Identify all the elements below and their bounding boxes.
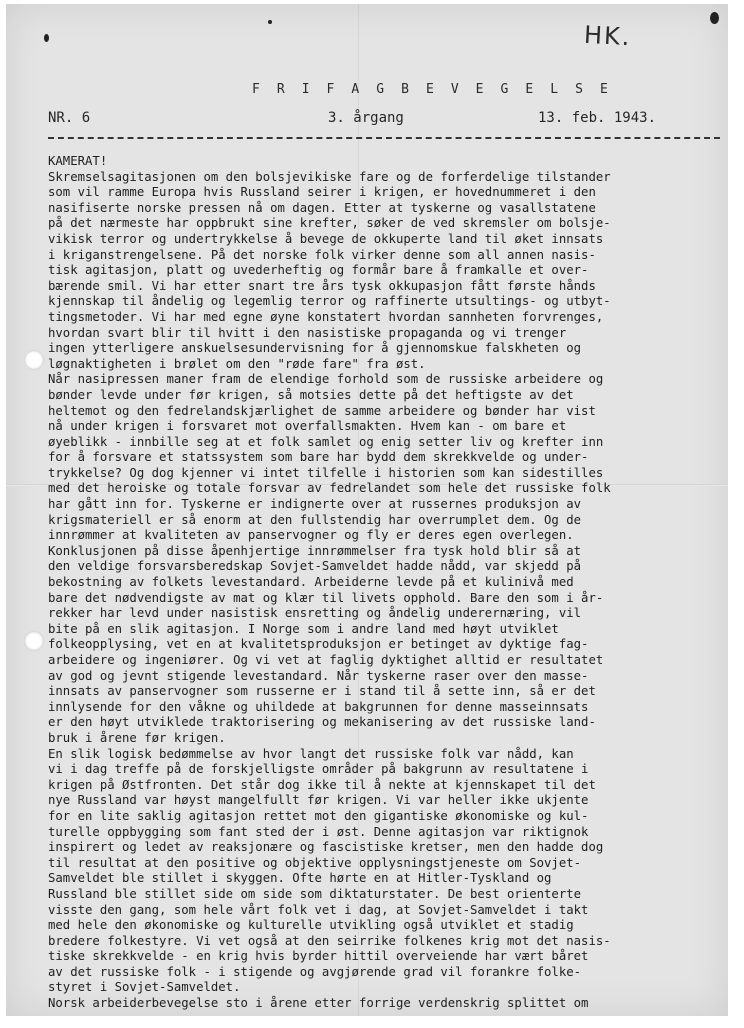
issue-date: 13. feb. 1943.	[538, 110, 657, 126]
body-line: trykkelse? Og dog kjenner vi intet tilfelle i historien som kan sidestilles	[48, 465, 604, 480]
header-divider	[48, 137, 720, 139]
body-line: Russland ble stillet side om side som diktaturstater. De best orienterte	[48, 886, 582, 901]
letter-body	[48, 154, 728, 1012]
punch-hole	[24, 350, 44, 370]
body-line: krigen på Østfronten. Det står dog ikke til å nekte at kjennskapet til det	[48, 777, 596, 792]
body-line: inspirert og ledet av reaksjonære og fascistiske kretser, men den hadde dog	[48, 840, 604, 855]
ink-speck	[268, 20, 272, 24]
body-line: innsats av panservogner som russerne er i stand til å sette inn, så er det	[48, 684, 596, 699]
body-line: vikisk terror og undertrykkelse å bevege de okkuperte land til øket innsats	[48, 231, 604, 246]
body-line: visste den gang, som hele vårt folk vet i dag, at Sovjet-Samveldet i takt	[48, 902, 589, 917]
body-line: nasifiserte norske pressen nå om dagen. Etter at tyskerne og vasallstatene	[48, 200, 596, 215]
body-line: Samveldet ble stillet i skyggen. Ofte hørte en at Hitler-Tyskland og	[48, 871, 552, 886]
body-line: i kriganstrengelsene. På det norske folk virker denne som all annen nasis-	[48, 247, 596, 262]
body-line: bønder levde under før krigen, så motsies dette på det heftigste av det	[48, 387, 574, 402]
handwritten-initials: HK.	[583, 20, 633, 52]
body-line: kjennskap til åndelig og legemlig terror og raffinerte utsultings- og utbyt-	[48, 294, 611, 309]
body-line: vi i dag treffe på de forskjelligste områder på bakgrunn av resultatene i	[48, 762, 589, 777]
ink-speck	[710, 12, 719, 24]
body-line: styret i Sovjet-Samveldet.	[48, 980, 241, 995]
body-line: av god og jevnt stigende levestandard. Når tyskerne raser over den masse-	[48, 668, 589, 683]
issue-number: NR. 6	[48, 110, 91, 126]
body-line: arbeidere og ingeniører. Og vi vet at faglig dyktighet alltid er resultatet	[48, 653, 604, 667]
body-line: tisk agitasjon, platt og uvederheftig og formår bare å framkalle et over-	[48, 263, 589, 278]
body-line: turelle oppbygging som fant sted der i øst. Denne agitasjon var riktignok	[48, 824, 589, 839]
body-line: bekostning av folkets levestandard. Arbeiderne levde på et kulinivå med	[48, 575, 574, 590]
body-line: øyeblikk - innbille seg at et folk samlet og enig setter liv og krefter inn	[48, 434, 604, 449]
body-line: med det heroiske og totale forsvar av fedrelandet som hele det russiske folk	[48, 481, 611, 496]
body-line: Skremselsagitasjonen om den bolsjevikiske fare og de forferdelige tilstander	[48, 169, 611, 184]
body-line: bare det nødvendigste av mat og klær til livets opphold. Bare den som i år-	[48, 590, 604, 605]
body-line: løgnaktigheten i brølet om den "røde fare" fra øst.	[48, 356, 426, 371]
body-line: bredere folkestyre. Vi vet også at den seirrike folkenes krig mot det nasis-	[48, 933, 611, 948]
body-line: av det russiske folk - i stigende og avgjørende grad vil forankre folke-	[48, 964, 582, 979]
body-line: som vil ramme Europa hvis Russland seirer i krigen, er hovednummeret i den	[48, 185, 596, 200]
body-line: på det nærmeste har oppbrukt sine krefter, søker de ved skremsler om bolsje-	[48, 216, 611, 231]
body-line: hvordan svart blir til hvitt i den nasistiske propaganda og vi trenger	[48, 325, 567, 340]
body-line: bærende smil. Vi har etter snart tre års tysk okkupasjon fått første hånds	[48, 278, 596, 293]
punch-hole	[24, 631, 44, 651]
body-line: den veldige forsvarsberedskap Sovjet-Samveldet hadde nådd, var skjedd på	[48, 559, 582, 574]
body-line: nye Russland var høyst mangelfullt før krigen. Vi var heller ikke ukjente	[48, 793, 589, 808]
body-line: for en lite saklig agitasjon rettet mot den gigantiske økonomiske og kul-	[48, 808, 589, 823]
body-line: for å forsvare et statssystem som bare har bydd dem skrekkvelde og under-	[48, 450, 589, 465]
body-line: Norsk arbeiderbevegelse sto i årene etter forrige verdenskrig splittet om	[48, 996, 589, 1011]
ink-speck	[44, 34, 49, 42]
body-line: tiske skrekkvelde - en krig hvis byrder hittil overveiende har vært båret	[48, 949, 589, 964]
volume-year: 3. årgang	[328, 110, 404, 126]
body-line: rekker har levd under nasistisk ensretting og åndelig underernæring, vil	[48, 606, 582, 621]
body-line: med hele den økonomiske og kulturelle utvikling også utviklet et stadig	[48, 918, 574, 933]
body-line: Konklusjonen på disse åpenhjertige innrømmelser fra tysk hold blir så at	[48, 543, 582, 558]
body-line: innrømmer at kvaliteten av panservogner og fly er deres egen overlegen.	[48, 528, 574, 543]
body-line: tingsmetoder. Vi har med egne øyne konstatert hvordan sannheten forvrenges,	[48, 309, 604, 324]
body-line: har gått inn for. Tyskerne er indignerte over at russernes produksjon av	[48, 497, 582, 512]
body-line: folkeopplysing, vet en at kvalitetsproduksjon er betinget av dyktige fag-	[48, 637, 589, 652]
body-line: til resultat at den positive og objektive opplysningstjeneste om Sovjet-	[48, 855, 582, 870]
body-line: heltemot og den fedrelandskjærlighet de samme arbeidere og bønder har vist	[48, 403, 596, 418]
body-line: bite på en slik agitasjon. I Norge som i andre land med høyt utviklet	[48, 621, 559, 636]
body-line: nå under krigen i forsvaret mot overfallsmakten. Hvem kan - om bare et	[48, 419, 567, 434]
body-line: er den høyt utviklede traktorisering og mekanisering av det russiske land-	[48, 715, 596, 730]
body-line: krigsmateriell er så enorm at den fullstendig har overrumplet dem. Og de	[48, 512, 582, 527]
body-line: innlysende for den våkne og uhildede at bakgrunnen for denne masseinnsats	[48, 699, 589, 714]
body-line: En slik logisk bedømmelse av hvor langt det russiske folk var nådd, kan	[48, 746, 574, 761]
salutation: KAMERAT!	[48, 154, 108, 168]
body-line: bruk i årene før krigen.	[48, 730, 226, 745]
body-line: Når nasipressen maner fram de elendige forhold som de russiske arbeidere og	[48, 372, 604, 387]
newsletter-title: F R I F A G B E V E G E L S E	[252, 82, 613, 97]
document-page	[6, 4, 728, 1016]
body-line: ingen ytterligere anskuelsesundervisning for å gjennomskue falskheten og	[48, 341, 582, 356]
